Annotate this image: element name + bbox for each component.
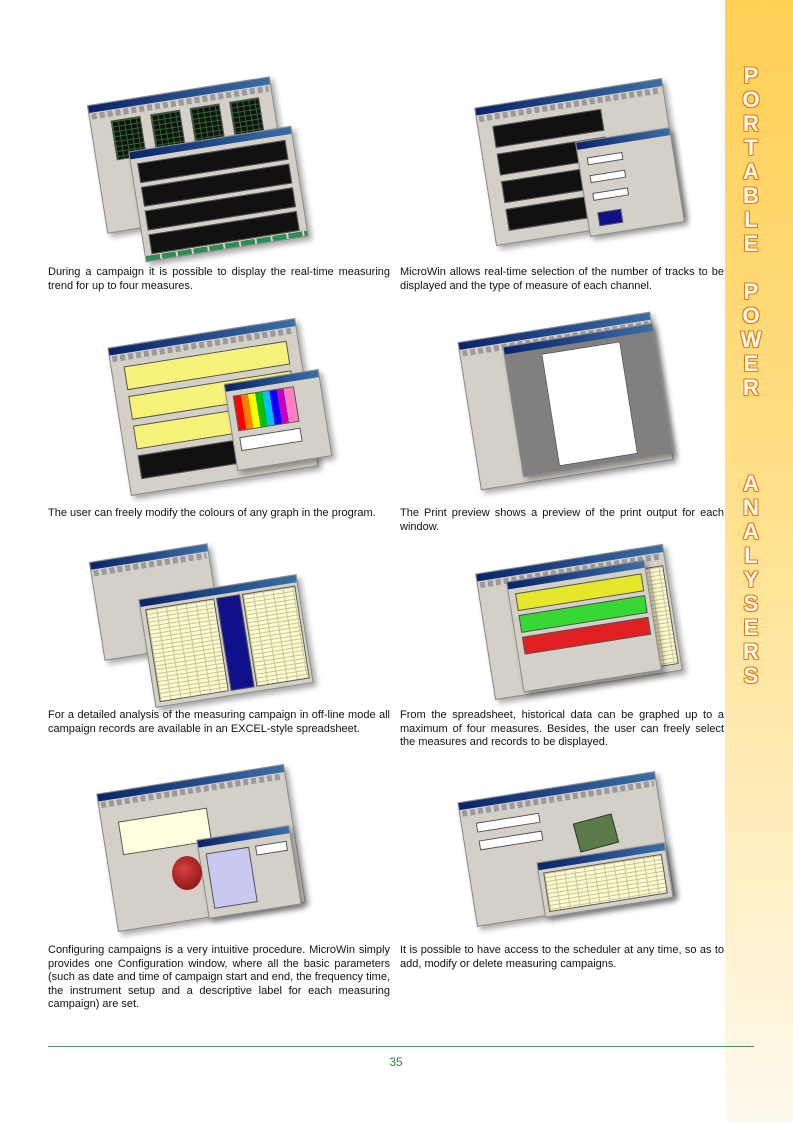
side-letter: O (742, 303, 760, 328)
track-selection-screenshot (484, 76, 694, 254)
side-letter: E (743, 351, 759, 376)
side-letter: E (743, 231, 759, 256)
side-letter: P (743, 279, 759, 304)
realtime-trend-screenshot (96, 76, 306, 254)
side-letter: A (743, 519, 759, 544)
side-title (725, 64, 777, 688)
configuration-screenshot (106, 758, 306, 933)
caption-scheduler: It is possible to have access to the scheduler at any time, so as to add, modify or delete measuring campaigns. (400, 944, 724, 970)
side-letter: L (744, 207, 758, 232)
side-letter: T (744, 135, 758, 160)
side-letter: L (744, 543, 758, 568)
caption-configuration: Configuring campaigns is a very intuitive procedure. MicroWin simply provides one Configuration window, where all the basic parameters (such as date and time of campaign start and end, the frequency time, the instrument setup and a descriptive label for each measuring campaign) are set. (48, 944, 390, 1010)
side-letter: B (743, 183, 759, 208)
scheduler-screenshot (466, 768, 684, 933)
footer-divider (48, 1046, 754, 1047)
side-letter: P (743, 63, 759, 88)
caption-historical-graph: From the spreadsheet, historical data can be graphed up to a maximum of four measures. Besides, the user can freely select the measures and records to be displayed. (400, 709, 724, 748)
caption-colour-selection: The user can freely modify the colours of any graph in the program. (48, 507, 376, 519)
side-letter: S (743, 663, 759, 688)
spreadsheet-screenshot (96, 540, 311, 710)
side-letter: O (742, 87, 760, 112)
side-letter: N (743, 495, 759, 520)
caption-print-preview: The Print preview shows a preview of the print output for each window. (400, 507, 724, 533)
side-letter: S (743, 591, 759, 616)
historical-graph-screenshot (484, 542, 699, 707)
colour-selection-screenshot (118, 318, 333, 500)
print-preview-screenshot (468, 300, 683, 485)
caption-track-selection: MicroWin allows real-time selection of the number of tracks to be displayed and the type of measure of each channel. (400, 266, 724, 292)
side-letter: A (743, 159, 759, 184)
caption-realtime-trend: During a campaign it is possible to display the real-time measuring trend for up to four measures. (48, 266, 390, 292)
side-letter: A (743, 471, 759, 496)
page-number: 35 (389, 1055, 403, 1069)
connector-cable-image (172, 856, 202, 890)
side-letter: W (740, 327, 762, 352)
side-letter: Y (743, 567, 759, 592)
side-letter: R (743, 375, 759, 400)
caption-spreadsheet: For a detailed analysis of the measuring campaign in off-line mode all campaign records are available in an EXCEL-style spreadsheet. (48, 709, 390, 735)
side-letter: R (743, 639, 759, 664)
side-letter: R (743, 111, 759, 136)
side-letter: E (743, 615, 759, 640)
